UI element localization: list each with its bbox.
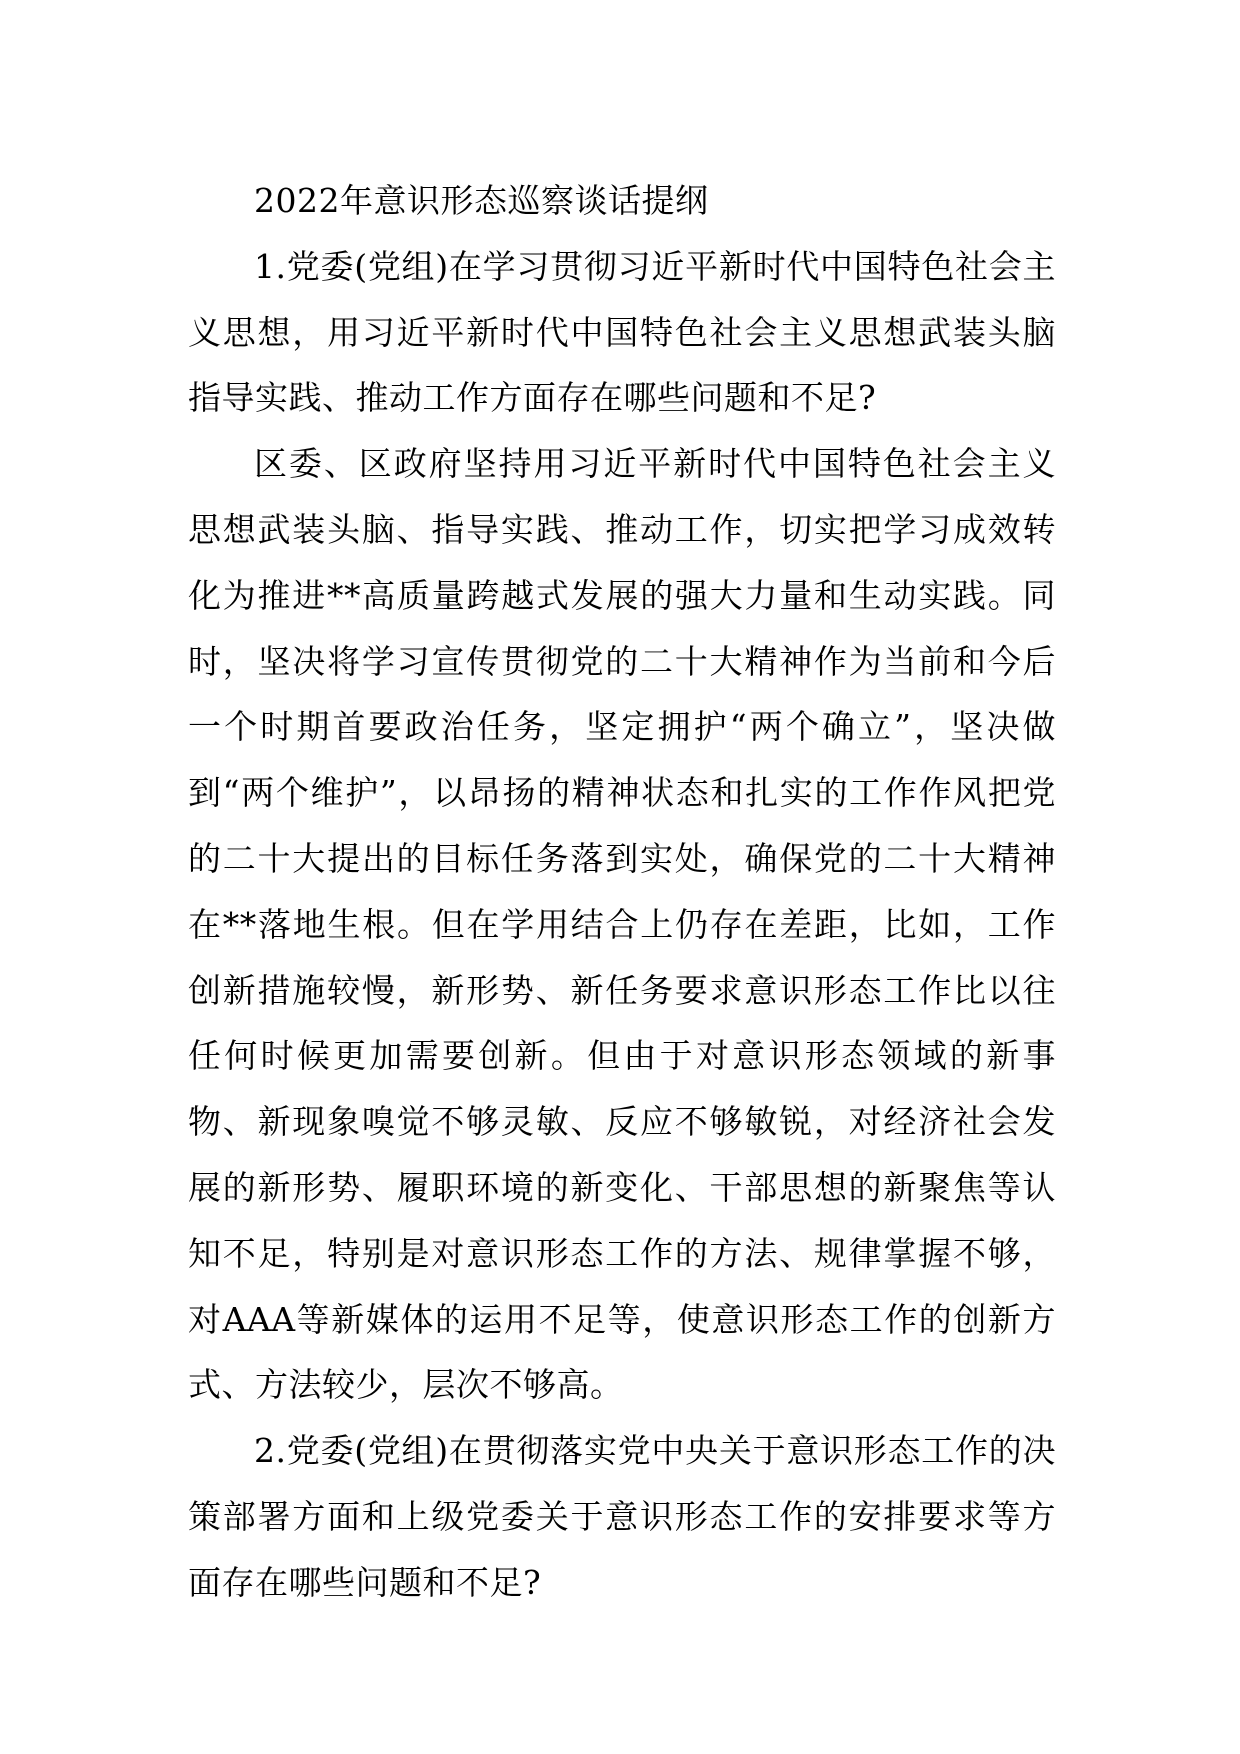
question-2: 2.党委(党组)在贯彻落实党中央关于意识形态工作的决策部署方面和上级党委关于意识形态工作的安排要求等方面存在哪些问题和不足? (188, 1431, 1056, 1602)
document-title: 2022年意识形态巡察谈话提纲 (254, 181, 709, 220)
question-1: 1.党委(党组)在学习贯彻习近平新时代中国特色社会主义思想，用习近平新时代中国特色社会主义思想武装头脑指导实践、推动工作方面存在哪些问题和不足? (188, 246, 1056, 418)
answer-1: 区委、区政府坚持用习近平新时代中国特色社会主义思想武装头脑、指导实践、推动工作，切实把学习成效转化为推进**高质量跨越式发展的强大力量和生动实践。同时，坚决将学习宣传贯彻党的二十大精神作为当前和今后一个时期首要政治任务，坚定拥护“两个确立”，坚决做到“两个维护”，以昂扬的精神状态和扎实的工作作风把党的二十大提出的目标任务落到实处，确保党的二十大精神在**落地生根。但在学用结合上仍存在差距，比如，工作创新措施较慢，新形势、新任务要求意识形态工作比以往任何时候更加需要创新。但由于对意识形态领域的新事物、新现象嗅觉不够灵敏、反应不够敏锐，对经济社会发展的新形势、履职环境的新变化、干部思想的新聚焦等认知不足，特别是对意识形态工作的方法、规律掌握不够，对AAA等新媒体的运用不足等，使意识形态工作的创新方式、方法较少，层次不够高。 (188, 444, 1056, 1405)
document-body (188, 168, 1056, 1616)
